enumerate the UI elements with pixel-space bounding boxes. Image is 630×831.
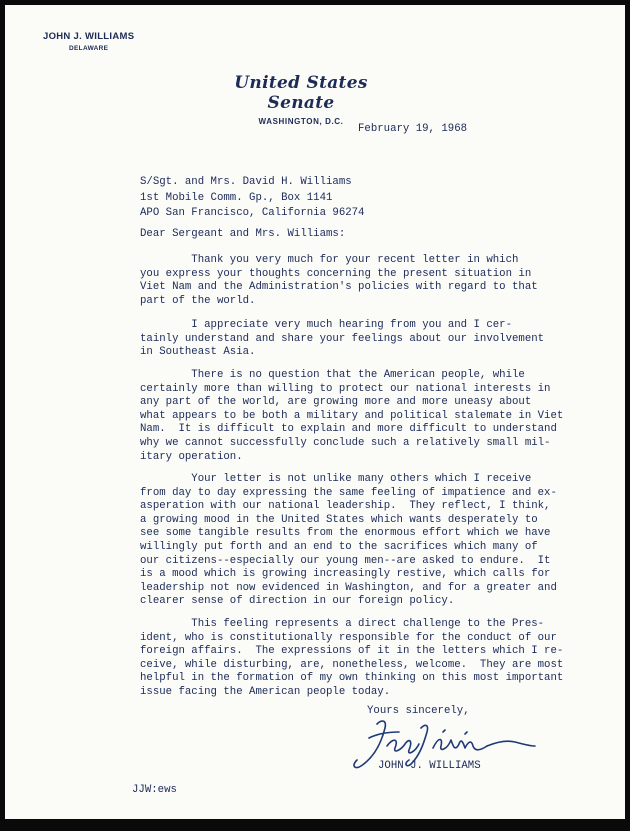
- letter-date: February 19, 1968: [358, 123, 468, 135]
- letterhead-org: United States Senate: [234, 73, 368, 113]
- address-line: APO San Francisco, California 96274: [140, 207, 365, 219]
- sender-block: [43, 32, 134, 52]
- sender-state: DELAWARE: [69, 44, 109, 52]
- typed-signature-name: JOHN J. WILLIAMS: [378, 760, 481, 772]
- letterhead-city: WASHINGTON, D.C.: [258, 117, 344, 126]
- letterhead: [201, 73, 401, 126]
- complimentary-close: Yours sincerely,: [367, 705, 470, 717]
- body-paragraph: Your letter is not unlike many others which I receive from day to day expressing the same feeling of impatience and ex- asperation with our national leadership. They reflect, I think, a growing mood in the United States which wants desperately to see some tangible results from the enormous effort which we have willingly put forth and an end to the sacrifices which many of our citizens--especially our young men--are asked to endure. It is a mood which is growing increasingly restive, which calls for leadership not now evidenced in Washington, and for a greater and clearer sense of direction in our foreign policy.: [140, 473, 557, 608]
- body-paragraph: I appreciate very much hearing from you and I cer- tainly understand and share your feelings about our involvement in Southeast Asia.: [140, 319, 545, 359]
- recipient-address: [140, 175, 364, 222]
- body-paragraph: Thank you very much for your recent letter in which you express your thoughts concerning the present situation in Viet Nam and the Administration's policies with regard to that part of the world.: [140, 254, 538, 307]
- letter-page: [5, 5, 625, 819]
- reference-initials: JJW:ews: [132, 784, 177, 796]
- body-paragraph: There is no question that the American people, while certainly more than willing to protect our national interests in any part of the world, are growing more and more uneasy about what appears to be both a military and political stalemate in Viet Nam. It is difficult to explain and more difficult to understand why we cannot successfully conclude such a relatively small mil- itary operation.: [140, 369, 564, 463]
- address-line: S/Sgt. and Mrs. David H. Williams: [140, 176, 352, 188]
- sender-name: JOHN J. WILLIAMS: [43, 31, 135, 42]
- salutation: Dear Sergeant and Mrs. Williams:: [140, 228, 346, 240]
- address-line: 1st Mobile Comm. Gp., Box 1141: [140, 191, 333, 204]
- body-paragraph: This feeling represents a direct challenge to the Pres- ident, who is constitutionally responsible for the conduct of our foreign affairs. The expressions of it in the letters which I re- ceive, while disturbing, are, nonetheless, welcome. They are most helpful in the formation of my own thinking on this most important issue facing the American people today.: [140, 618, 564, 698]
